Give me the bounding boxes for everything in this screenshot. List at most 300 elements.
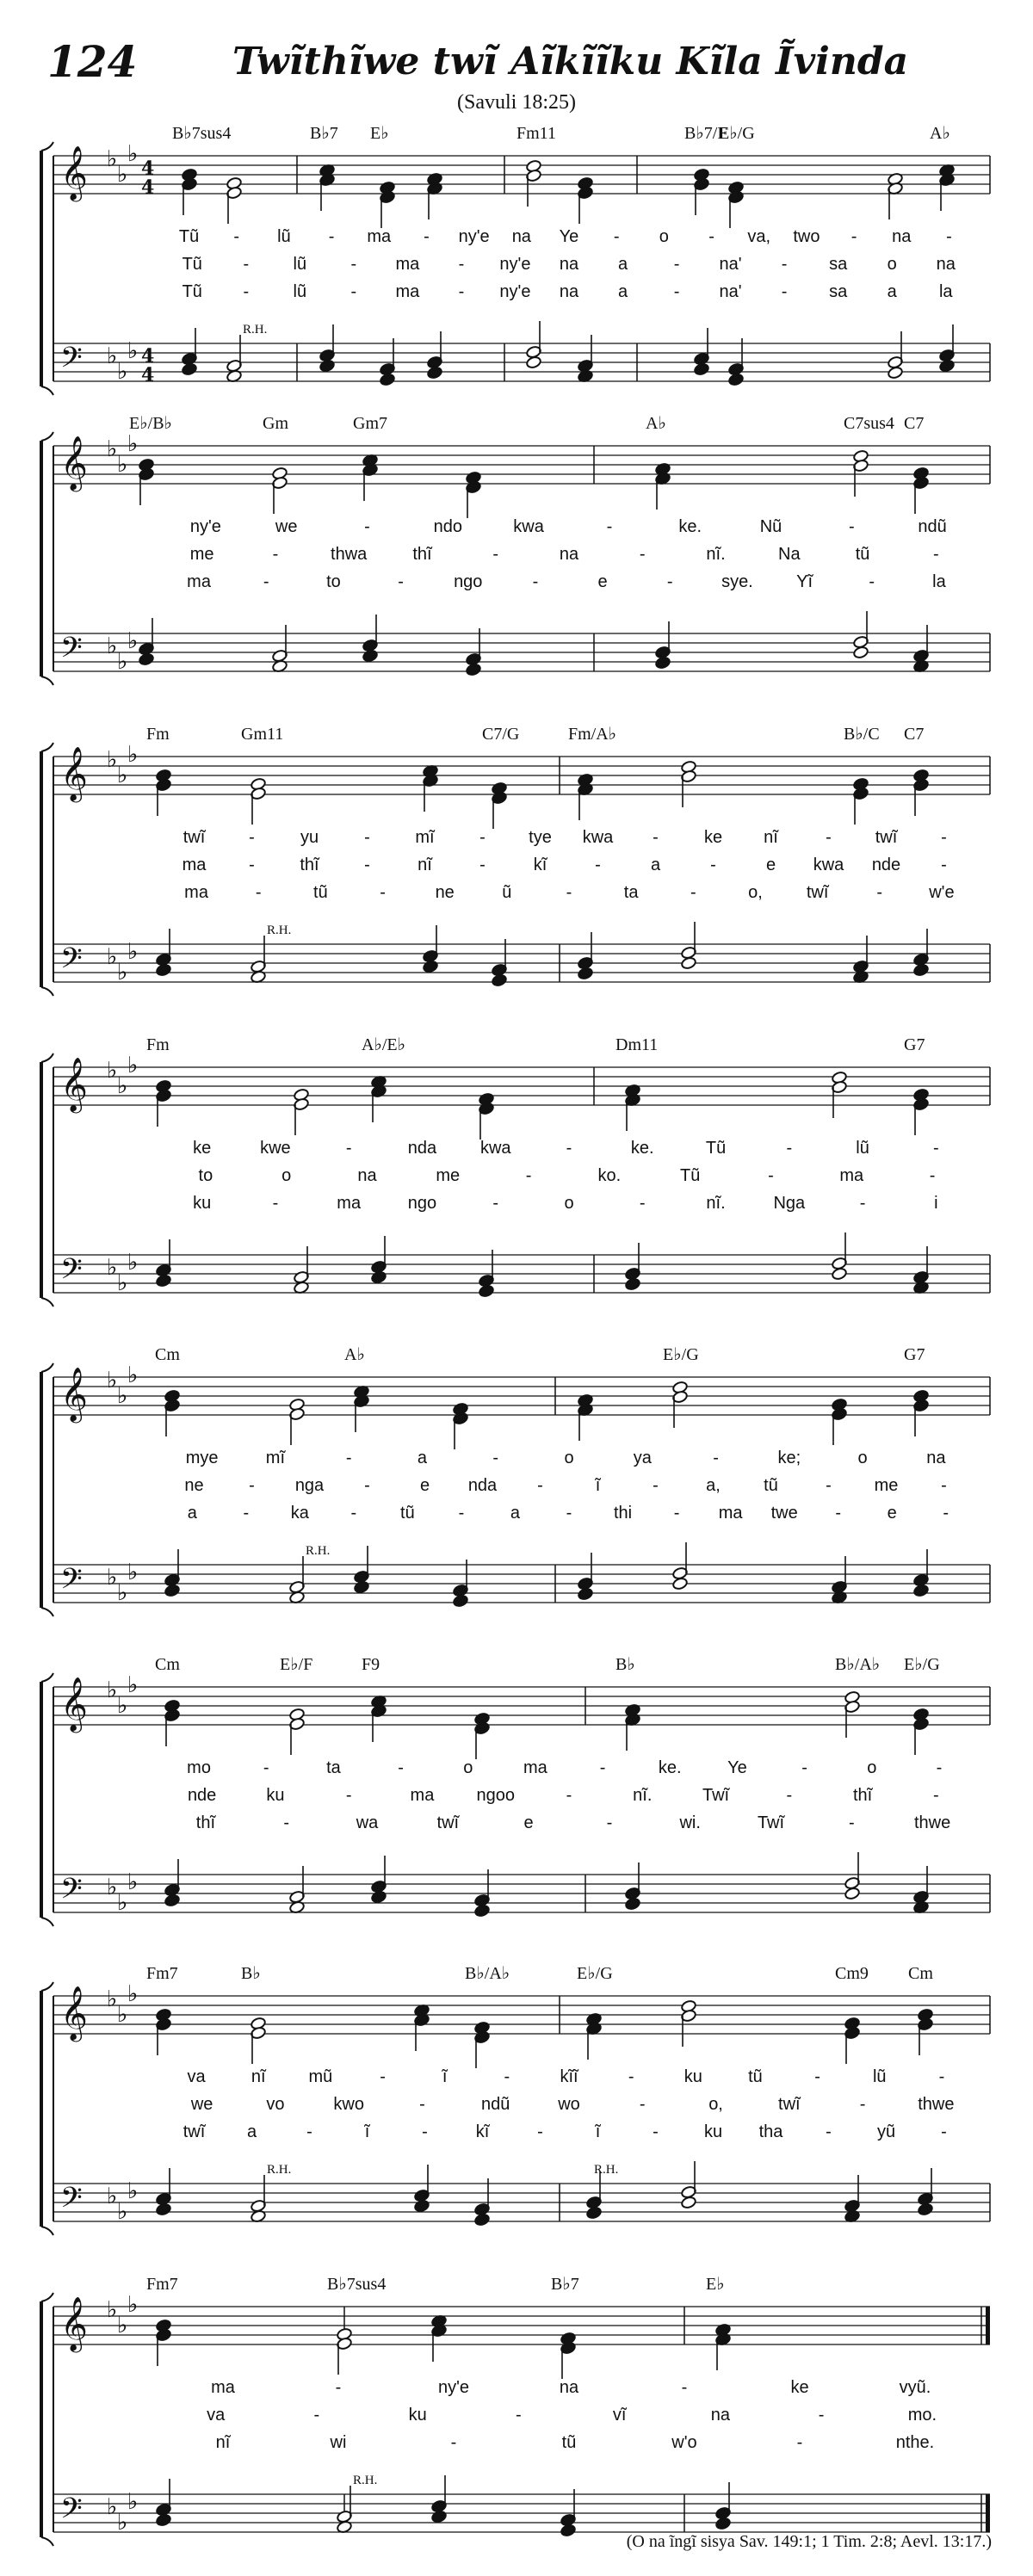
bracket-top-hook (41, 1982, 53, 1991)
flat-sign: ♭ (107, 1058, 118, 1084)
lyric-syllable: va, (747, 227, 771, 246)
flat-sign: ♭ (107, 1986, 118, 2012)
treble-clef-icon: 𝄞 (60, 2296, 88, 2351)
lyric-syllable: ma (211, 2378, 235, 2397)
lyric-syllable: - (666, 572, 673, 591)
note-head (427, 366, 443, 380)
lyric-syllable: vyũ. (899, 2378, 931, 2397)
chord-symbol: B♭7/F (684, 124, 727, 143)
lyric-syllable: a (887, 282, 897, 301)
chord-symbol: B♭ (241, 1964, 261, 1983)
flat-sign: ♭ (127, 1053, 139, 1078)
lyric-syllable: ngoo (476, 1786, 515, 1805)
lyric-syllable: - (781, 282, 788, 301)
lyric-syllable: ku (703, 2122, 723, 2141)
chord-symbol: E♭ (706, 2275, 725, 2294)
chord-symbol: E♭ (370, 124, 389, 143)
lyric-syllable: Yĩ (796, 572, 813, 591)
note-head (913, 1584, 930, 1597)
lyric-syllable: wi. (679, 1813, 701, 1832)
lyric-syllable: ke. (658, 1758, 682, 1777)
lyric-syllable: e (887, 1504, 897, 1523)
lyric-syllable: la (938, 282, 953, 301)
note-head (423, 960, 439, 973)
system-5 (41, 1363, 990, 1616)
lyric-syllable: mĩ (415, 828, 435, 847)
lyric-syllable: nga (294, 1476, 325, 1495)
note-head (728, 373, 745, 386)
lyric-syllable: - (424, 227, 430, 246)
lyric-syllable: tũ (855, 545, 870, 564)
lyric-syllable: ny'e (499, 282, 531, 301)
lyric-syllable: o, (748, 883, 763, 902)
flat-sign: ♭ (127, 431, 139, 457)
lyric-syllable: a, (706, 1476, 721, 1495)
bass-clef-icon: 𝄢 (60, 632, 83, 671)
lyric-syllable: o (463, 1758, 473, 1777)
lyric-syllable: thwa (331, 545, 368, 564)
lyric-syllable: ĩ (442, 2067, 448, 2086)
lyric-syllable: - (364, 828, 370, 847)
lyric-syllable: ny'e (499, 255, 531, 274)
lyric-syllable: - (690, 883, 696, 902)
lyric-syllable: - (263, 1758, 269, 1777)
lyric-syllable: wa (356, 1813, 379, 1832)
lyric-syllable: - (818, 2406, 825, 2425)
right-hand-marking: R.H. (243, 323, 268, 337)
lyric-syllable: mĩ (265, 1449, 286, 1467)
lyric-syllable: na (559, 255, 579, 274)
lyric-syllable: two (793, 227, 820, 246)
lyric-syllable: Ye (727, 1758, 747, 1777)
lyric-syllable: - (345, 1139, 352, 1158)
chord-symbol: Cm9 (835, 1964, 869, 1983)
note-head (354, 1580, 370, 1594)
flat-sign: ♭ (127, 939, 139, 965)
scripture-reference: (Savuli 18:25) (457, 91, 576, 114)
scripture-source-note: (O na ĩngĩ sisya Sav. 149:1; 1 Tim. 2:8; Aevl. 13:17.) (626, 2532, 992, 2551)
lyric-syllable: - (380, 2067, 386, 2086)
lyric-syllable: ku (408, 2406, 427, 2425)
bracket-top-hook (41, 142, 53, 151)
lyric-syllable: a (246, 2122, 257, 2141)
lyric-syllable: - (713, 1449, 719, 1467)
lyric-syllable: - (364, 517, 370, 536)
chord-symbol: Gm11 (241, 725, 284, 744)
bracket-bottom-hook (41, 386, 53, 395)
lyric-syllable: - (938, 2067, 945, 2086)
note-head (371, 1890, 387, 1904)
lyric-syllable: - (929, 1166, 936, 1185)
note-head (431, 2510, 448, 2523)
bracket-bottom-hook (41, 987, 53, 996)
note-head (918, 2202, 934, 2216)
lyric-syllable: ĩ (364, 2122, 370, 2141)
chord-symbol: Fm7 (146, 2275, 178, 2294)
flat-sign: ♭ (107, 2494, 118, 2520)
lyric-syllable: ta (623, 883, 639, 902)
flat-sign: ♭ (117, 1580, 128, 1606)
lyric-syllable: - (848, 1813, 855, 1832)
chord-symbol: Dm11 (615, 1035, 659, 1054)
lyric-syllable: na' (719, 255, 742, 274)
lyric-syllable: vo (266, 2095, 285, 2114)
lyric-syllable: ngo (407, 1194, 437, 1213)
flat-sign: ♭ (117, 162, 128, 188)
lyric-syllable: - (826, 1476, 832, 1495)
lyric-syllable: yu (300, 828, 319, 847)
lyric-syllable: ma (395, 282, 420, 301)
lyric-syllable: ũ (502, 883, 512, 902)
lyric-syllable: sye. (721, 572, 753, 591)
lyric-syllable: to (326, 572, 341, 591)
chord-symbol: B♭/C (844, 725, 880, 744)
lyric-syllable: Twĩ (702, 1786, 730, 1805)
lyric-syllable: ĩ (595, 1476, 601, 1495)
system-7 (41, 1982, 990, 2235)
note-head (156, 2202, 172, 2216)
flat-sign: ♭ (127, 1362, 139, 1388)
lyric-syllable: tũ (561, 2433, 577, 2452)
note-head (156, 963, 172, 977)
note-head (182, 362, 198, 376)
time-signature-top: 4 (141, 345, 155, 368)
lyric-syllable: ta (326, 1758, 341, 1777)
lyric-syllable: - (599, 1758, 606, 1777)
lyric-syllable: - (532, 572, 539, 591)
chord-symbol: A♭ (344, 1345, 365, 1364)
lyric-syllable: - (941, 1476, 947, 1495)
flat-sign: ♭ (127, 1250, 139, 1276)
lyric-syllable: Ye (559, 227, 579, 246)
chord-symbol: Cm (908, 1964, 933, 1983)
lyric-syllable: - (479, 828, 486, 847)
lyric-syllable: tũ (764, 1476, 778, 1495)
system-2 (41, 432, 990, 685)
chord-symbol: E♭/G (719, 124, 755, 143)
lyric-syllable: ndũ (481, 2095, 510, 2114)
flat-sign: ♭ (127, 1560, 139, 1585)
chord-symbol: E♭/G (904, 1655, 940, 1674)
lyric-syllable: - (639, 545, 646, 564)
lyric-syllable: - (249, 856, 255, 874)
lyric-syllable: Twĩ (757, 1813, 785, 1832)
lyric-syllable: Na (778, 545, 801, 564)
bass-clef-icon: 𝄢 (60, 1253, 83, 1293)
lyric-syllable: - (328, 227, 335, 246)
lyric-syllable: kwa (479, 1139, 511, 1158)
chord-symbol: Cm (155, 1345, 180, 1364)
bracket-top-hook (41, 2293, 53, 2301)
lyric-syllable: - (272, 545, 279, 564)
note-head (625, 1897, 641, 1911)
chord-symbol: Fm (146, 1035, 170, 1054)
lyric-syllable: lũ (277, 227, 291, 246)
flat-sign: ♭ (117, 960, 128, 985)
right-hand-marking: R.H. (594, 2163, 619, 2177)
chord-symbol: E♭/B♭ (129, 414, 172, 433)
lyric-syllable: we (275, 517, 298, 536)
lyric-syllable: - (946, 227, 952, 246)
note-head (453, 1594, 469, 1608)
lyric-syllable: thĩ (412, 545, 432, 564)
lyric-syllable: - (537, 1476, 543, 1495)
lyric-syllable: ko. (597, 1166, 622, 1185)
lyric-syllable: kĩĩ (560, 2067, 578, 2086)
treble-clef-icon: 𝄞 (60, 1986, 88, 2040)
lyric-syllable: - (653, 1476, 659, 1495)
flat-sign: ♭ (127, 338, 139, 364)
lyric-syllable: Tũ (182, 255, 202, 274)
right-hand-marking: R.H. (267, 2163, 292, 2177)
lyric-syllable: yũ (876, 2122, 896, 2141)
lyric-syllable: ku (684, 2067, 702, 2086)
lyric-syllable: - (398, 572, 404, 591)
lyric-syllable: - (255, 883, 262, 902)
note-head (164, 1893, 181, 1907)
lyric-syllable: - (492, 1194, 499, 1213)
flat-sign: ♭ (107, 633, 118, 659)
lyric-syllable: - (450, 2433, 457, 2452)
note-head (560, 2523, 577, 2537)
lyric-syllable: - (933, 545, 939, 564)
lyric-syllable: tũ (748, 2067, 763, 2086)
lyric-syllable: ku (193, 1194, 212, 1213)
lyric-syllable: w'e (929, 883, 955, 902)
flat-sign: ♭ (117, 1073, 128, 1099)
lyric-syllable: nĩ (418, 856, 432, 874)
lyric-syllable: lũ (293, 282, 307, 301)
lyric-syllable: ne (184, 1476, 204, 1495)
lyric-syllable: na (710, 2406, 730, 2425)
lyric-syllable: nde (187, 1786, 217, 1805)
lyric-syllable: - (364, 1476, 370, 1495)
lyric-syllable: nĩ. (633, 1786, 653, 1805)
lyric-syllable: - (786, 1139, 793, 1158)
lyric-syllable: - (708, 227, 714, 246)
lyric-syllable: me (874, 1476, 899, 1495)
lyric-syllable: na (559, 2378, 579, 2397)
lyric-syllable: lũ (872, 2067, 887, 2086)
treble-clef-icon: 𝄞 (60, 145, 88, 200)
chord-symbol: E♭/F (280, 1655, 313, 1674)
note-head (939, 359, 956, 373)
lyric-syllable: o (564, 1449, 574, 1467)
chord-symbol: B♭/A♭ (835, 1655, 881, 1674)
right-hand-marking: R.H. (306, 1544, 331, 1558)
bass-clef-icon: 𝄢 (60, 2493, 83, 2532)
chord-symbol: C7 (904, 725, 925, 744)
lyric-syllable: i (934, 1194, 938, 1213)
lyric-syllable: sa (829, 255, 848, 274)
lyric-syllable: o (887, 255, 897, 274)
bass-clef-icon: 𝄢 (60, 2182, 83, 2221)
lyric-syllable: e (419, 1476, 430, 1495)
lyric-syllable: twĩ (875, 828, 898, 847)
final-barline-thick (986, 2494, 990, 2532)
time-signature-bottom: 4 (141, 364, 155, 386)
lyric-syllable: - (848, 517, 855, 536)
lyric-syllable: ndo (433, 517, 462, 536)
lyric-syllable: sa (829, 282, 848, 301)
lyric-syllable: twĩ (806, 883, 829, 902)
chord-symbol: E♭/G (577, 1964, 613, 1983)
lyric-syllable: e (523, 1813, 534, 1832)
lyric-syllable: na (559, 545, 579, 564)
bracket-bottom-hook (41, 2227, 53, 2235)
chord-symbol: Gm7 (353, 414, 387, 433)
note-head (319, 359, 336, 373)
chord-symbol: Fm/A♭ (568, 725, 617, 744)
lyric-syllable: kwe (260, 1139, 291, 1158)
lyric-syllable: - (458, 1504, 465, 1523)
lyric-syllable: tũ (400, 1504, 415, 1523)
note-head (466, 663, 482, 676)
lyric-syllable: a (650, 856, 661, 874)
lyric-syllable: thĩ (300, 856, 319, 874)
lyric-syllable: nda (467, 1476, 498, 1495)
lyric-syllable: - (673, 282, 680, 301)
lyric-syllable: - (933, 1786, 939, 1805)
flat-sign: ♭ (127, 2178, 139, 2204)
lyric-syllable: ma (187, 572, 211, 591)
bass-clef-icon: 𝄢 (60, 342, 83, 381)
flat-sign: ♭ (117, 2002, 128, 2028)
flat-sign: ♭ (117, 649, 128, 675)
lyric-syllable: - (380, 883, 386, 902)
lyric-syllable: a (187, 1504, 197, 1523)
lyric-syllable: o (659, 227, 669, 246)
lyric-syllable: ma (718, 1504, 743, 1523)
chord-symbol: Gm (263, 414, 288, 433)
lyric-syllable: twĩ (778, 2095, 801, 2114)
lyric-syllable: va (187, 2067, 206, 2086)
lyric-syllable: na (892, 227, 912, 246)
chord-symbol: E♭/G (663, 1345, 699, 1364)
time-signature-bottom: 4 (141, 176, 155, 199)
flat-sign: ♭ (117, 1383, 128, 1409)
lyric-syllable: e (765, 856, 776, 874)
note-head (578, 1587, 594, 1601)
lyric-syllable: - (350, 282, 357, 301)
lyric-syllable: - (345, 1786, 352, 1805)
note-head (844, 1887, 861, 1900)
lyric-syllable: Nga (773, 1194, 806, 1213)
lyric-syllable: a (617, 255, 628, 274)
lyric-syllable: kwa (582, 828, 614, 847)
treble-clef-icon: 𝄞 (60, 1367, 88, 1421)
note-head (479, 1284, 495, 1298)
lyric-syllable: - (796, 2433, 803, 2452)
note-head (578, 967, 594, 980)
lyric-syllable: - (566, 883, 572, 902)
note-head (832, 1267, 848, 1281)
note-head (474, 2213, 491, 2227)
flat-sign: ♭ (127, 742, 139, 768)
flat-sign: ♭ (117, 1270, 128, 1296)
flat-sign: ♭ (117, 763, 128, 788)
lyric-syllable: - (613, 227, 620, 246)
lyric-syllable: mye (185, 1449, 219, 1467)
lyric-syllable: - (283, 1813, 290, 1832)
bracket-top-hook (41, 1363, 53, 1372)
lyric-syllable: twe (770, 1504, 798, 1523)
lyric-syllable: - (835, 1504, 842, 1523)
lyric-syllable: - (639, 2095, 646, 2114)
lyric-syllable: - (941, 856, 947, 874)
lyric-syllable: lũ (856, 1139, 869, 1158)
lyric-syllable: twĩ (182, 2122, 206, 2141)
note-head (371, 1270, 387, 1284)
lyric-syllable: thĩ (195, 1813, 216, 1832)
lyric-syllable: - (851, 227, 857, 246)
right-hand-marking: R.H. (353, 2474, 378, 2487)
lyric-syllable: - (786, 1786, 793, 1805)
bracket-bottom-hook (41, 1608, 53, 1616)
lyric-syllable: - (876, 883, 883, 902)
lyric-syllable: nda (407, 1139, 437, 1158)
lyric-syllable: la (932, 572, 946, 591)
lyric-syllable: thwe (913, 1813, 951, 1832)
flat-sign: ♭ (107, 2184, 118, 2209)
final-barline-thick (986, 2307, 990, 2344)
lyric-syllable: o (564, 1194, 574, 1213)
lyric-syllable: vĩ (612, 2406, 627, 2425)
lyric-syllable: twĩ (436, 1813, 460, 1832)
lyric-syllable: - (606, 1813, 613, 1832)
lyric-syllable: - (398, 1758, 404, 1777)
flat-sign: ♭ (117, 2510, 128, 2536)
lyric-syllable: ku (266, 1786, 285, 1805)
note-head (139, 652, 155, 666)
lyric-syllable: kĩ (533, 856, 547, 874)
flat-sign: ♭ (107, 1677, 118, 1703)
system-6 (41, 1673, 990, 1926)
lyric-syllable: - (364, 856, 370, 874)
treble-clef-icon: 𝄞 (60, 1057, 88, 1111)
lyric-syllable: - (350, 1504, 357, 1523)
bass-clef-icon: 𝄢 (60, 1873, 83, 1912)
note-head (474, 1904, 491, 1918)
note-head (681, 956, 697, 970)
lyric-syllable: ke; (777, 1449, 801, 1467)
flat-sign: ♭ (127, 1981, 139, 2007)
lyric-syllable: - (243, 255, 250, 274)
lyric-syllable: nĩ (764, 828, 778, 847)
lyric-syllable: ma (367, 227, 392, 246)
lyric-syllable: - (673, 1504, 680, 1523)
lyric-syllable: ma (395, 255, 420, 274)
bracket-top-hook (41, 1053, 53, 1062)
lyric-syllable: - (525, 1166, 532, 1185)
note-head (362, 649, 379, 663)
lyric-syllable: - (345, 1449, 352, 1467)
lyric-syllable: - (681, 2378, 688, 2397)
chord-symbol: Fm7 (146, 1964, 178, 1983)
lyric-syllable: - (249, 1476, 255, 1495)
lyric-syllable: Tũ (680, 1166, 701, 1185)
lyric-syllable: - (653, 2122, 659, 2141)
lyric-syllable: ma (184, 883, 208, 902)
lyric-syllable: - (933, 1139, 939, 1158)
lyric-syllable: wi (330, 2433, 347, 2452)
lyric-syllable: o (281, 1166, 292, 1185)
lyric-syllable: na (511, 227, 531, 246)
lyric-syllable: - (566, 1504, 572, 1523)
lyric-syllable: thĩ (852, 1786, 873, 1805)
lyric-syllable: to (198, 1166, 213, 1185)
lyric-syllable: - (801, 1758, 807, 1777)
